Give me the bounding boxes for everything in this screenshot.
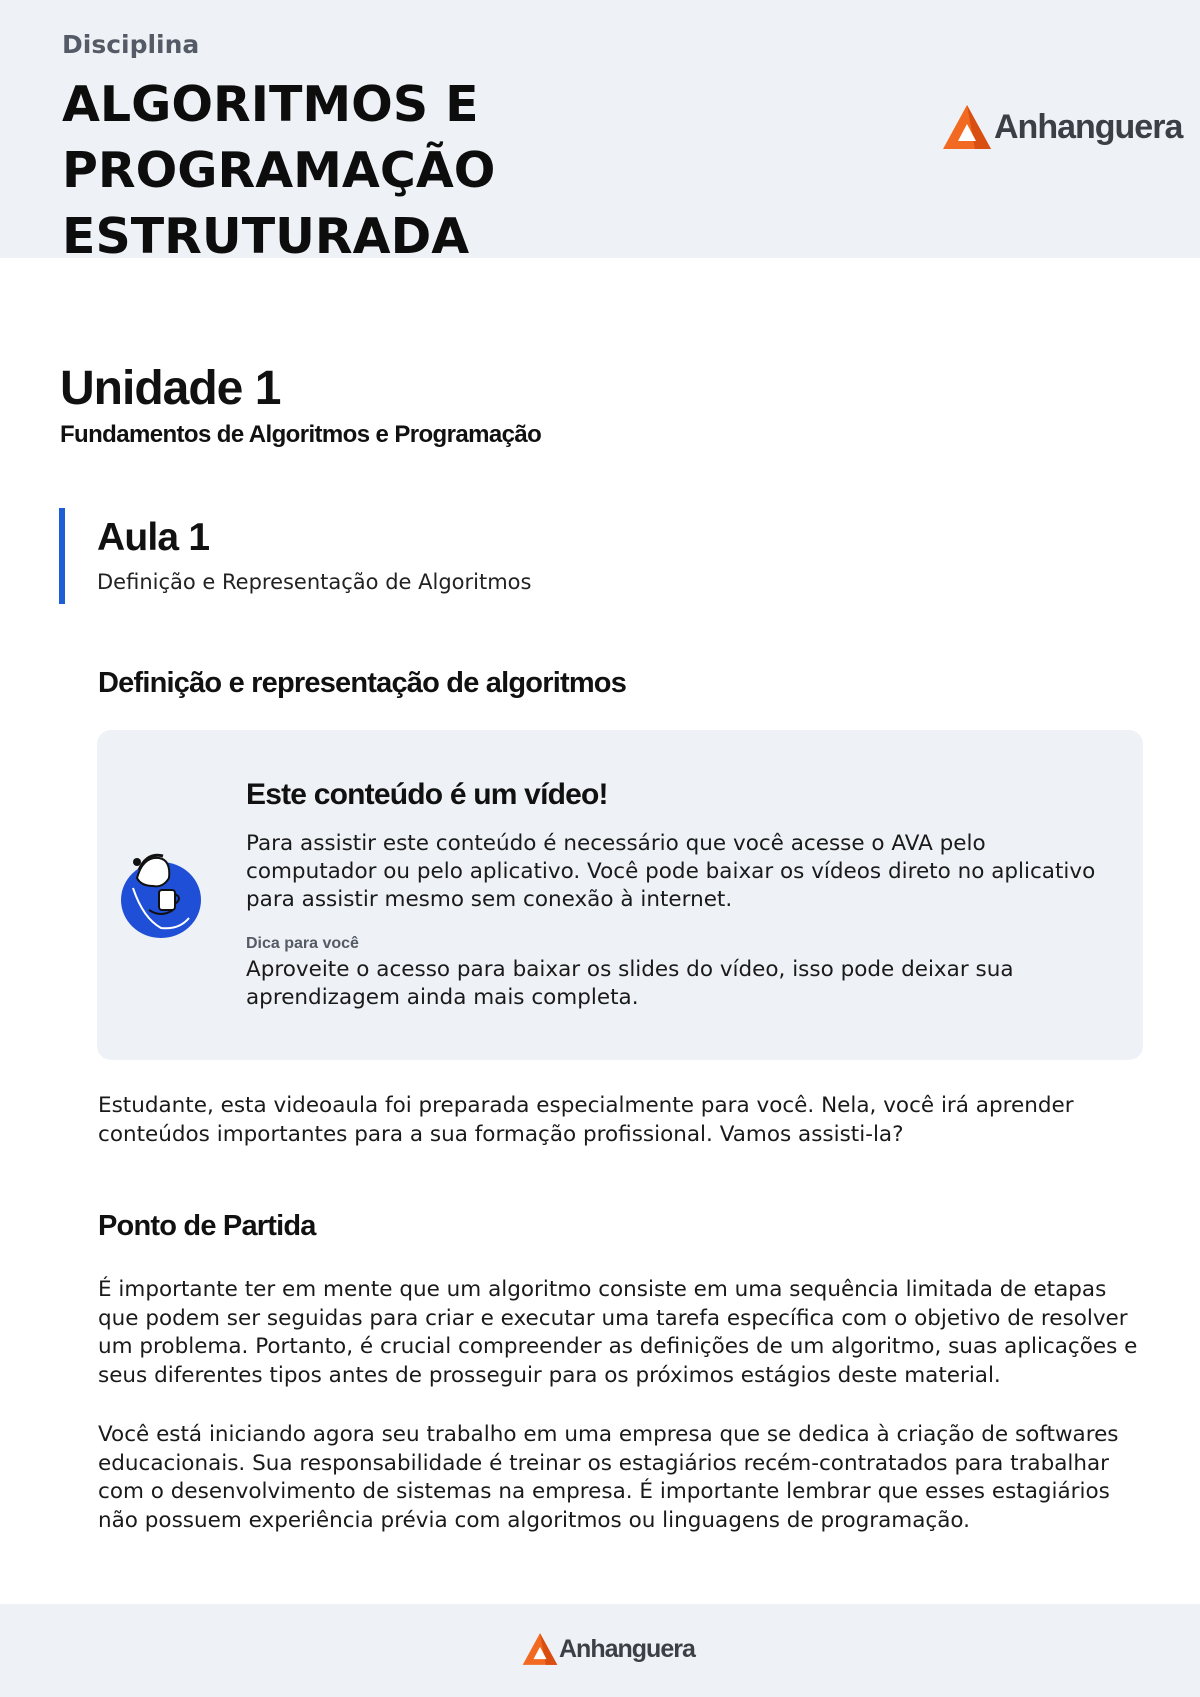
lesson-accent-bar [59, 508, 65, 604]
page-header [0, 0, 1200, 265]
footer-brand-logo [522, 1632, 695, 1666]
video-card-title: Este conteúdo é um vídeo! [246, 778, 608, 811]
page-footer [0, 1604, 1200, 1697]
course-title [62, 72, 902, 270]
tip-label: Dica para você [246, 935, 359, 952]
unit-title: Unidade 1 [60, 362, 281, 415]
section-heading-starting-point: Ponto de Partida [98, 1210, 316, 1242]
discipline-label: Disciplina [62, 30, 200, 59]
anhanguera-triangle-icon [942, 104, 992, 150]
anhanguera-triangle-icon [522, 1632, 558, 1666]
footer-brand-logo-text: Anhanguera [559, 1634, 695, 1663]
starting-point-paragraph-2: Você está iniciando agora seu trabalho em uma empresa que se dedica à criação de softwares educacionais. Sua responsabilidade é treinar os estagiários recém-contratados para trabalhar com o desenvolvimento de sistemas na empresa. É importante lembrar que esses estagiários não possuem experiência prévia com algoritmos ou linguagens de programação. [98, 1422, 1119, 1533]
tip-body: Aproveite o acesso para baixar os slides do vídeo, isso pode deixar sua aprendizagem ainda mais completa. [246, 957, 1014, 1010]
intro-paragraph: Estudante, esta videoaula foi preparada especialmente para você. Nela, você irá aprender conteúdos importantes para a sua formação profissional. Vamos assisti-la? [98, 1093, 1074, 1147]
brand-logo-text: Anhanguera [994, 107, 1183, 146]
course-title-line1: ALGORITMOS E PROGRAMAÇÃO [62, 76, 496, 199]
video-notice-card [97, 730, 1143, 1060]
brand-logo [942, 104, 1182, 150]
person-with-cup-illustration [113, 848, 209, 944]
video-card-body: Para assistir este conteúdo é necessário que você acesse o AVA pelo computador ou pelo aplicativo. Você pode baixar os vídeos direto no aplicativo para assistir mesmo sem conexão à internet. [246, 831, 1096, 912]
lesson-title: Aula 1 [97, 516, 210, 559]
unit-subtitle: Fundamentos de Algoritmos e Programação [60, 421, 542, 448]
lesson-subtitle: Definição e Representação de Algoritmos [97, 570, 532, 594]
course-title-line2: ESTRUTURADA [62, 208, 470, 265]
section-heading-definition: Definição e representação de algoritmos [98, 667, 627, 699]
starting-point-paragraph-1: É importante ter em mente que um algoritmo consiste em uma sequência limitada de etapas que podem ser seguidas para criar e executar uma tarefa específica com o objetivo de resolver um problema. Portanto, é crucial compreender as definições de um algoritmo, suas aplicações e seus diferentes tipos antes de prosseguir para os próximos estágios deste material. [98, 1277, 1138, 1388]
